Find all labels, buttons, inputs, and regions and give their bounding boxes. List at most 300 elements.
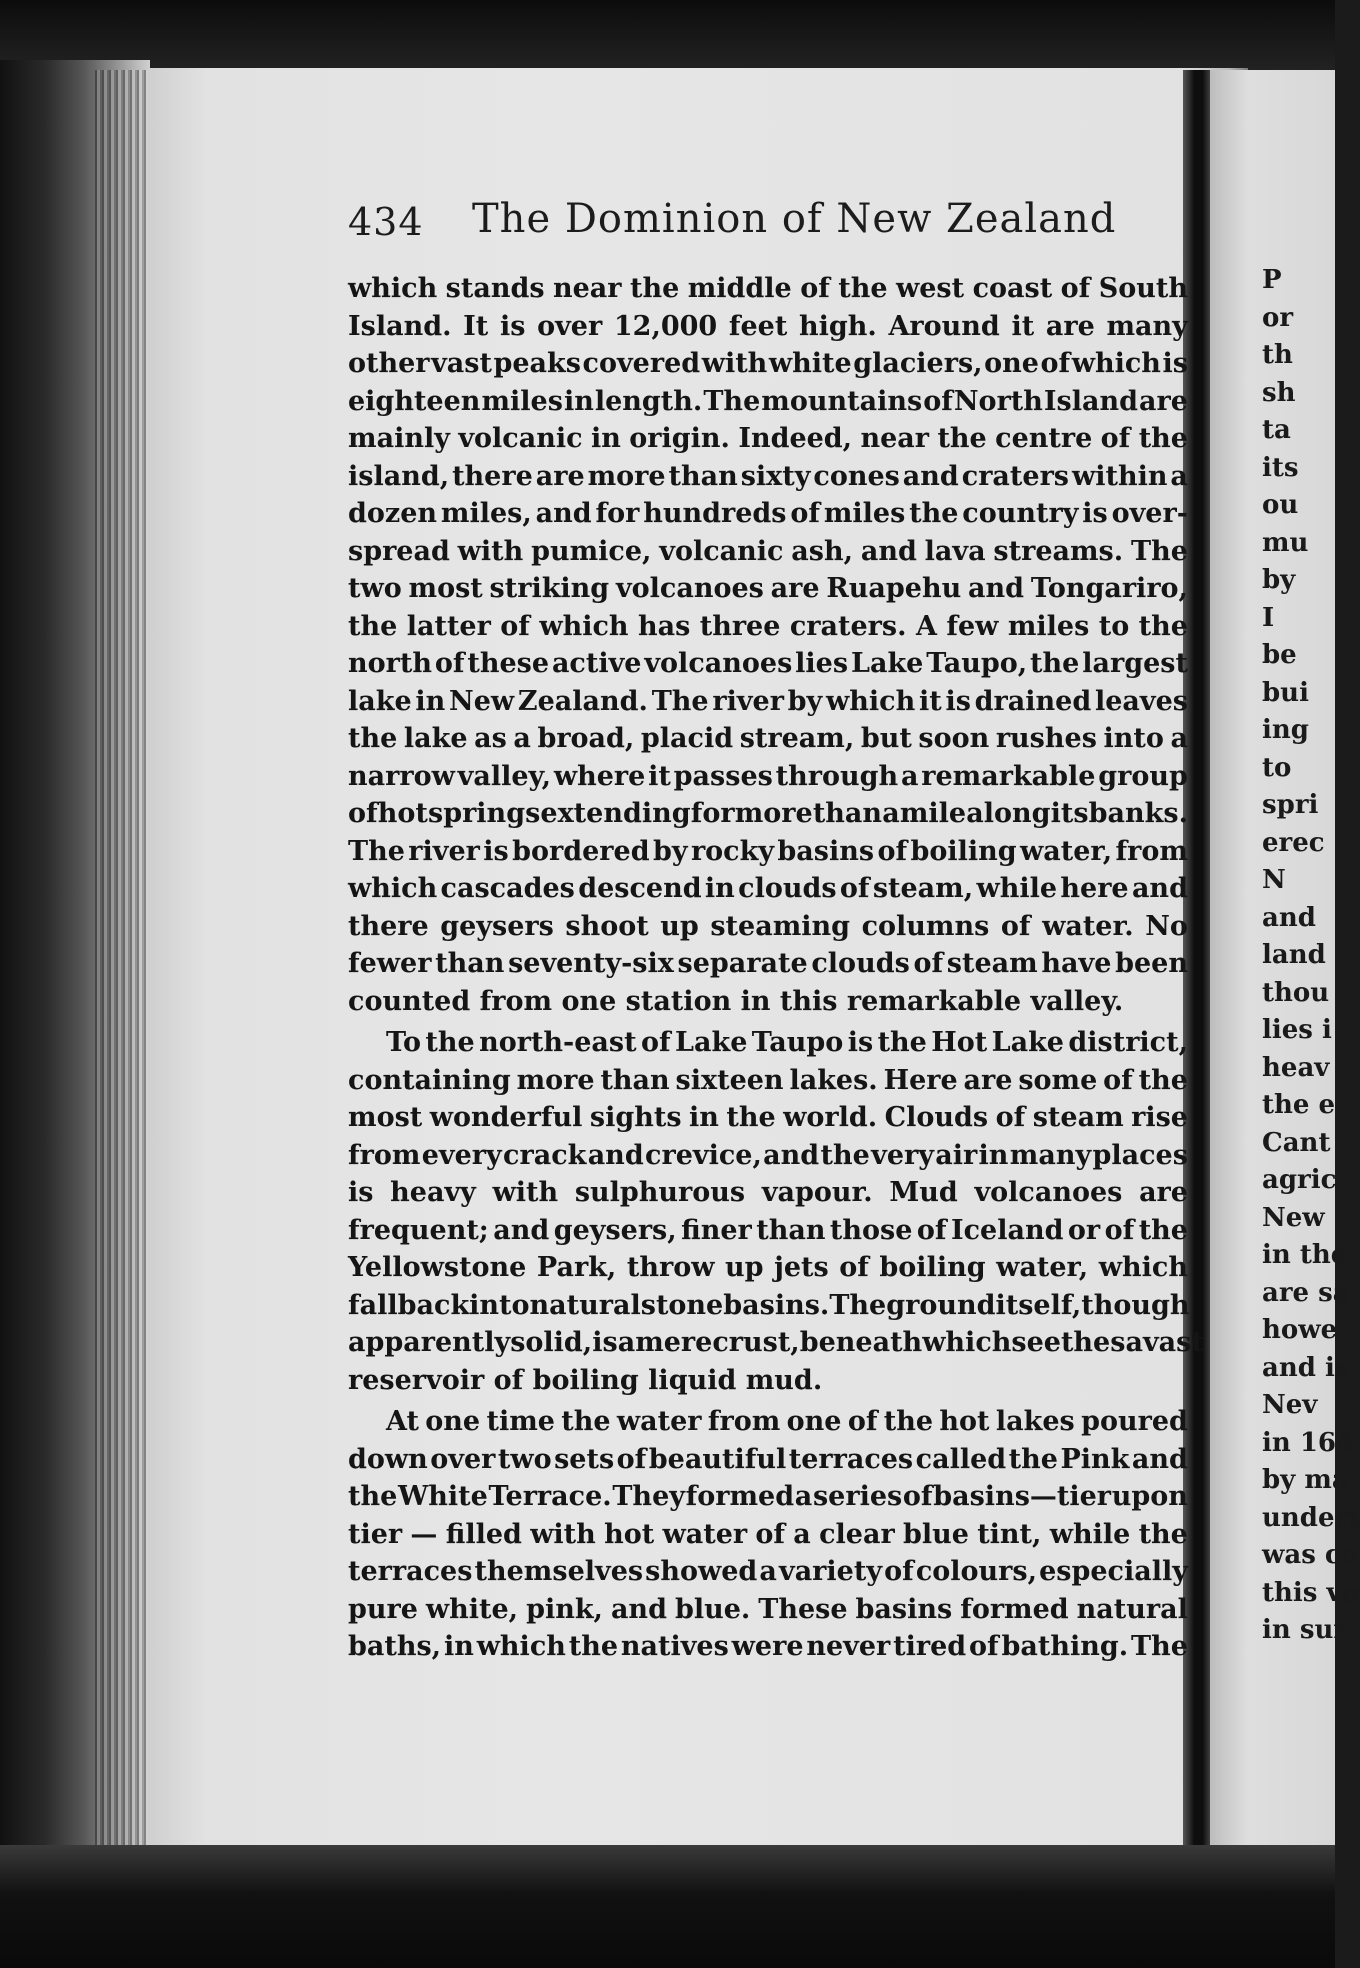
word: hot [939, 1406, 990, 1437]
word: than [812, 798, 883, 829]
word: Island. [348, 310, 452, 342]
word: up [660, 910, 699, 942]
word: volcanoes [615, 573, 764, 604]
word: by [787, 685, 823, 717]
word: boiling [879, 1252, 986, 1283]
text-line [348, 1174, 1188, 1212]
word: striking [489, 573, 610, 604]
word: it [918, 685, 942, 717]
word: Park, [536, 1252, 617, 1283]
word: and [587, 1139, 644, 1171]
word: lava [924, 535, 986, 567]
word: Terrace. [488, 1481, 612, 1512]
word: is [1162, 348, 1188, 379]
word: steam [1032, 1102, 1124, 1133]
word: fall [348, 1289, 398, 1321]
word: lakes [995, 1406, 1075, 1437]
word: sets [554, 1443, 615, 1475]
word: the [1138, 1064, 1188, 1096]
word: the [348, 1481, 398, 1512]
word: in [978, 1139, 1009, 1171]
word: the [877, 1027, 927, 1058]
word: many [1009, 1139, 1092, 1171]
word: middle [687, 273, 792, 304]
word: These [758, 1593, 848, 1625]
word: the [1030, 648, 1080, 679]
word: one [984, 348, 1039, 379]
word: a [513, 723, 531, 754]
next-page-fragment: mu [1262, 527, 1309, 558]
word: peaks [493, 348, 581, 379]
word: largest [1082, 648, 1188, 679]
word: with [492, 1177, 559, 1208]
word: steam [946, 948, 1038, 979]
word: formed [685, 1481, 795, 1512]
word: of [434, 648, 465, 679]
word: Hot [931, 1027, 988, 1058]
word: apparently [348, 1327, 511, 1358]
word: through [775, 760, 899, 792]
word: valley, [457, 760, 552, 792]
word: sights [589, 1102, 682, 1133]
word: in [563, 385, 594, 417]
word: formed [960, 1593, 1069, 1625]
text-line [348, 1099, 1188, 1137]
word: natives [620, 1631, 729, 1662]
word: miles [481, 385, 563, 417]
word: solid, [510, 1327, 593, 1358]
word: stands [445, 273, 545, 304]
word: and [763, 1139, 820, 1171]
word: containing [348, 1064, 511, 1096]
word: remarkable [921, 760, 1096, 792]
next-page-fragment: in the [1262, 1240, 1348, 1270]
word: while [1049, 1518, 1131, 1550]
word: every [421, 1139, 502, 1171]
word: these [467, 648, 550, 679]
text-line [348, 870, 1188, 908]
word: separate [677, 948, 808, 979]
word: two [497, 1443, 552, 1475]
word: heavy [390, 1177, 476, 1208]
word: Island [1043, 385, 1139, 417]
word: over [430, 1443, 496, 1475]
word: feet [728, 310, 788, 342]
word: extending [540, 798, 691, 829]
word: a [617, 1327, 636, 1358]
word: of [884, 1556, 914, 1587]
word: volcanic [659, 535, 784, 567]
next-page-fragment: lies i [1262, 1015, 1332, 1045]
word: island, [348, 460, 450, 492]
word: country [962, 498, 1079, 529]
word: west [896, 273, 965, 304]
word: Taupo, [926, 648, 1028, 679]
next-page-fragment: heav [1262, 1052, 1330, 1083]
word: mere [635, 1327, 713, 1358]
word: a [1125, 1327, 1143, 1358]
text-line [348, 495, 1188, 533]
word: water. [1042, 910, 1134, 942]
word: stream, [739, 723, 855, 754]
word: the [425, 1027, 475, 1058]
word: here [1060, 873, 1129, 904]
word: is [945, 685, 971, 717]
word: South [1098, 273, 1188, 304]
word: New [449, 685, 515, 717]
word: a [882, 798, 900, 829]
word: a [759, 1556, 777, 1587]
word: north-east [479, 1027, 637, 1058]
word: of [995, 1102, 1026, 1133]
word: north [348, 648, 432, 679]
word: ground [886, 1289, 996, 1321]
word: vast [1142, 1327, 1204, 1358]
word: of [1000, 910, 1031, 942]
word: were [731, 1631, 804, 1662]
word: filled [445, 1518, 522, 1550]
word: over- [1111, 498, 1188, 529]
word: of [1100, 423, 1131, 454]
word: there [348, 910, 429, 942]
word: volcanoes [974, 1177, 1123, 1208]
word: the [1138, 423, 1188, 454]
running-head: The Dominion of New Zealand [472, 196, 1117, 242]
word: which [348, 273, 438, 304]
text-line [348, 645, 1188, 683]
next-page-fragment: howe [1262, 1315, 1338, 1345]
word: passes [673, 760, 773, 792]
word: steaming [710, 910, 851, 942]
word: miles, [440, 498, 532, 529]
word: by [652, 835, 688, 867]
word: springs [428, 798, 541, 829]
word: district, [1068, 1027, 1188, 1058]
word: are [1139, 385, 1188, 417]
word: tier [348, 1518, 403, 1550]
text-line: counted from one station in this remarkable valley. [348, 985, 1124, 1017]
word: Clouds [884, 1102, 989, 1133]
word: for [690, 798, 735, 829]
word: of [839, 1252, 869, 1283]
word: in [590, 423, 621, 454]
word: At [386, 1406, 419, 1437]
word: white [768, 348, 852, 379]
next-page-fragment: or [1262, 302, 1294, 333]
word: boiling [910, 835, 1017, 867]
text-line [348, 1249, 1188, 1287]
word: as [474, 723, 507, 754]
word: the [1138, 610, 1188, 642]
text-line [348, 308, 1188, 346]
text-line [348, 758, 1188, 796]
word: than [600, 1064, 670, 1096]
word: are [770, 573, 820, 604]
word: basins—tier [933, 1481, 1112, 1512]
word: hot [377, 798, 428, 829]
word: terraces [788, 1443, 914, 1475]
word: and [1131, 1443, 1188, 1475]
text-line [348, 1441, 1188, 1479]
word: seventy-six [508, 948, 674, 979]
word: a [900, 760, 919, 792]
text-line [348, 420, 1188, 458]
word: beneath [799, 1327, 923, 1358]
next-page-fragment: by ma [1262, 1465, 1349, 1495]
word: natural [1076, 1593, 1188, 1625]
next-page-fragment: undert [1262, 1502, 1360, 1533]
next-page-fragment: spri [1262, 790, 1319, 820]
word: it [1011, 310, 1035, 342]
word: of [616, 1443, 647, 1475]
word: or [1067, 1214, 1101, 1246]
word: and [968, 573, 1025, 604]
word: narrow [348, 760, 455, 792]
word: The [651, 685, 709, 717]
text-line [348, 833, 1188, 871]
word: poured [1081, 1406, 1188, 1437]
word: than [756, 1214, 826, 1246]
word: pure [348, 1593, 418, 1625]
text-line [348, 1212, 1188, 1250]
word: world. [783, 1102, 878, 1133]
next-page-fragment: its [1262, 452, 1299, 483]
word: with [701, 348, 768, 379]
word: where [553, 760, 646, 792]
word: is [348, 1177, 374, 1208]
word: geysers, [553, 1214, 677, 1246]
word: mainly [348, 423, 450, 454]
word: Here [883, 1064, 958, 1096]
word: tint, [977, 1518, 1042, 1550]
word: crack [503, 1139, 587, 1171]
word: frequent; [348, 1214, 489, 1246]
text-line [348, 1628, 1188, 1666]
word: The [703, 385, 761, 417]
word: blue [902, 1518, 969, 1550]
word: bathing. [1001, 1631, 1129, 1662]
word: those [829, 1214, 913, 1246]
word: the [838, 273, 888, 304]
word: over [537, 310, 603, 342]
word: 12,000 [613, 310, 718, 342]
word: more [516, 1064, 595, 1096]
word: crevice, [645, 1139, 762, 1171]
word: colours, [915, 1556, 1037, 1587]
text-line [348, 1516, 1188, 1554]
text-line [348, 1024, 1188, 1062]
next-page-fragment: sh [1262, 377, 1296, 408]
word: white, [425, 1593, 519, 1625]
text-line [348, 1324, 1204, 1362]
word: rise [1131, 1102, 1188, 1133]
word: pink, [526, 1593, 603, 1625]
word: which [922, 1327, 1012, 1358]
word: cascades [440, 873, 575, 904]
word: which [539, 610, 629, 642]
word: The [1131, 1631, 1188, 1662]
word: basins [777, 835, 875, 867]
word: is [1082, 498, 1108, 529]
word: dozen [348, 498, 438, 529]
next-page-fragment: agric [1262, 1165, 1337, 1195]
text-line [348, 345, 1188, 383]
word: stone [640, 1289, 724, 1321]
word: other [348, 348, 430, 379]
word: up [725, 1252, 764, 1283]
word: a [793, 1518, 811, 1550]
text-line [348, 1287, 1188, 1325]
word: of [969, 1631, 999, 1662]
body-text [348, 270, 1204, 1666]
word: than [668, 460, 738, 492]
next-page-fragment: New [1262, 1202, 1325, 1233]
word: Around [888, 310, 1000, 342]
word: the [820, 1139, 870, 1171]
text-line [348, 1137, 1188, 1175]
word: the [883, 1406, 934, 1437]
word: craters [961, 460, 1070, 492]
word: drained [974, 685, 1092, 717]
next-page-fragment: in sur [1262, 1615, 1348, 1645]
word: the [937, 423, 987, 454]
word: finer [681, 1214, 752, 1246]
word: is [847, 1027, 874, 1058]
word: especially [1039, 1556, 1188, 1587]
word: there [452, 460, 533, 492]
word: lakes. [789, 1064, 878, 1096]
word: more [587, 460, 666, 492]
word: variety [779, 1556, 883, 1587]
word: from [348, 1139, 421, 1171]
word: is [499, 310, 526, 342]
text-line [348, 608, 1188, 646]
word: into [469, 1289, 530, 1321]
word: near [553, 273, 622, 304]
word: and [1131, 873, 1188, 904]
word: of [1104, 1214, 1135, 1246]
word: few [946, 610, 999, 642]
word: group [1098, 760, 1188, 792]
next-page-fragment: erec [1262, 827, 1325, 858]
word: the [561, 1406, 611, 1437]
word: A [915, 610, 937, 642]
word: basins [855, 1593, 953, 1625]
text-line [348, 570, 1188, 608]
word: a [1170, 460, 1188, 492]
word: which [348, 873, 438, 904]
text-line [348, 383, 1188, 421]
text-line [348, 945, 1188, 983]
word: clouds [811, 948, 910, 979]
word: from [707, 1406, 781, 1437]
word: which [476, 1631, 566, 1662]
word: pumice, [531, 535, 652, 567]
word: with [457, 535, 524, 567]
word: of [923, 385, 953, 417]
word: of [839, 873, 870, 904]
word: Yellowstone [348, 1252, 527, 1283]
word: It [463, 310, 489, 342]
word: in [689, 1102, 719, 1133]
word: has [637, 610, 691, 642]
word: miles [1007, 610, 1090, 642]
word: of [500, 610, 530, 642]
word: ash, [791, 535, 854, 567]
word: are [963, 1064, 1013, 1096]
word: origin. [629, 423, 730, 454]
word: clear [819, 1518, 895, 1550]
word: two [348, 573, 402, 604]
word: of [800, 273, 830, 304]
word: Tongariro, [1030, 573, 1188, 604]
word: vapour. [761, 1177, 873, 1208]
word: near [860, 423, 930, 454]
word: is [483, 835, 509, 867]
word: Indeed, [738, 423, 853, 454]
word: than [435, 948, 505, 979]
word: wonderful [429, 1102, 583, 1133]
word: which [826, 685, 916, 717]
word: crust, [712, 1327, 800, 1358]
word: steam, [872, 873, 974, 904]
word: mile [899, 798, 967, 829]
word: volcanoes [644, 648, 793, 679]
word: of [1040, 348, 1071, 379]
word: into [1103, 723, 1164, 754]
word: which [1071, 348, 1161, 379]
word: the [568, 1631, 619, 1662]
word: series [812, 1481, 903, 1512]
word: Zealand. [517, 685, 648, 717]
word: of [1103, 1064, 1133, 1096]
word: and [535, 498, 592, 529]
word: of [641, 1027, 671, 1058]
word: within [1071, 460, 1168, 492]
word: are [535, 460, 585, 492]
text-line [348, 458, 1188, 496]
word: the [909, 498, 959, 529]
word: shoot [565, 910, 649, 942]
word: of [877, 835, 908, 867]
word: river [408, 835, 480, 867]
next-page-fragment: to [1262, 752, 1292, 783]
word: Taupo [751, 1027, 844, 1058]
word: the [348, 610, 398, 642]
next-page-fragment: in 164 [1262, 1427, 1355, 1458]
word: fewer [348, 948, 432, 979]
next-page-fragment: the e [1262, 1090, 1336, 1120]
word: bordered [512, 835, 650, 867]
word: many [1106, 310, 1188, 342]
text-line [348, 908, 1188, 946]
word: the [1008, 1443, 1058, 1475]
word: themselves [474, 1556, 644, 1587]
word: Iceland [950, 1214, 1064, 1246]
word: upon [1111, 1481, 1188, 1512]
word: terraces [348, 1556, 473, 1587]
word: blue. [674, 1593, 751, 1625]
word: descend [578, 873, 702, 904]
next-page-fragment: bui [1262, 677, 1309, 708]
text-line [348, 1403, 1188, 1441]
word: the [348, 723, 398, 754]
text-line [348, 270, 1188, 308]
next-page-fragment: this vo [1262, 1577, 1359, 1608]
page-header [348, 196, 1128, 246]
word: rocky [690, 835, 775, 867]
word: lake [403, 723, 468, 754]
